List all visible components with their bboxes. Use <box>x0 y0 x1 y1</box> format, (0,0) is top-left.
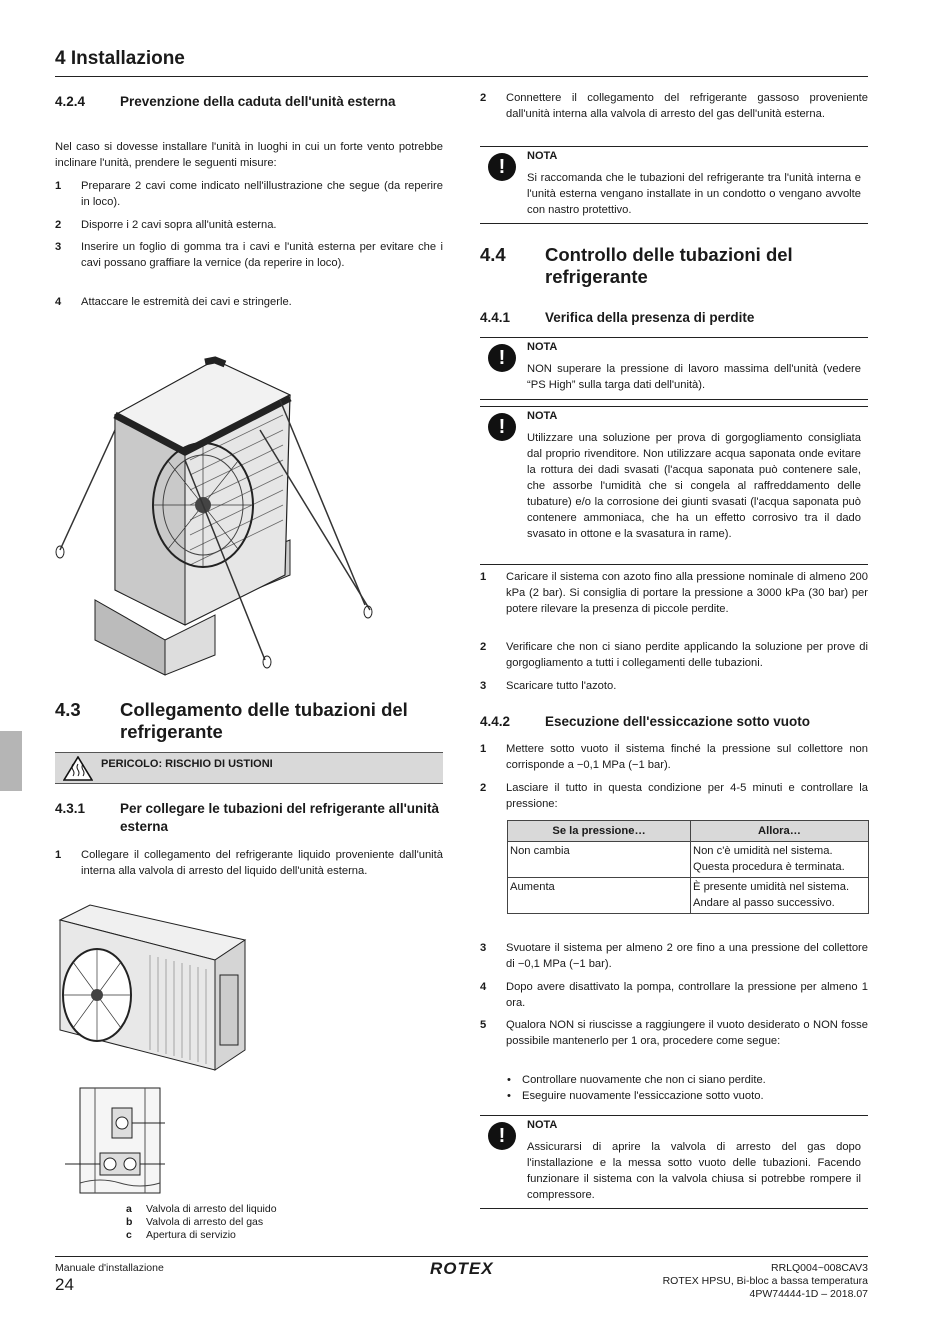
list-item: 2 Lasciare il tutto in questa condizione per 4-5 minuti e controllare la pressione: <box>480 782 868 810</box>
note-box <box>480 1115 868 1209</box>
list-item: 1 Collegare il collegamento del refrigerante liquido proveniente dall'unità interna alla valvola di arresto del liquido dell'unità esterna. <box>55 849 443 877</box>
bullet-icon: • <box>507 1090 511 1102</box>
note-body: Assicurarsi di aprire la valvola di arresto del gas dopo l'installazione e la messa sotto vuoto delle tubazioni. Facendo funzionare il sistema con la valvola chiusa si potrebbe rompere il compressore. <box>527 1141 861 1201</box>
list-item: 2 Connettere il collegamento del refrigerante gassoso proveniente dall'unità interna alla valvola di arresto del gas dell'unità esterna. <box>480 92 868 120</box>
section-number: 4.4.1 <box>480 310 511 325</box>
table-cell: È presente umidità nel sistema. Andare al passo successivo. <box>691 878 869 914</box>
section-4-2-4-heading <box>55 93 445 133</box>
bullet-item: • Controllare nuovamente che non ci siano perdite. <box>507 1074 766 1086</box>
section-4-4-1-heading <box>480 309 870 329</box>
list-item: 2 Verificare che non ci siano perdite applicando la soluzione per prove di gorgogliamento a tutti i collegamenti delle tubazioni. <box>480 641 868 669</box>
rotex-logo: ROTEX <box>430 1259 494 1278</box>
table-header: Se la pressione… <box>508 821 691 842</box>
section-title: Controllo delle tubazioni del refrigerante <box>545 244 793 287</box>
stop-valves-detail-illustration <box>65 1083 175 1203</box>
section-title: Prevenzione della caduta dell'unità esterna <box>120 94 396 109</box>
hot-surface-warning-icon <box>63 756 93 781</box>
section-number: 4.4 <box>480 244 506 265</box>
header-rule <box>55 76 868 77</box>
footer-code: 4PW74444-1D – 2018.07 <box>749 1288 868 1300</box>
bullet-item: • Eseguire nuovamente l'essiccazione sotto vuoto. <box>507 1090 764 1102</box>
note-label: NOTA <box>527 341 558 353</box>
list-item: 3 Scaricare tutto l'azoto. <box>480 680 617 692</box>
note-box <box>480 146 868 224</box>
list-item: 3 Inserire un foglio di gomma tra i cavi e l'unità esterna per evitare che i cavi possano graffiare la vernice (da reperire in loco). <box>55 241 443 269</box>
note-label: NOTA <box>527 150 558 162</box>
section-title: Per collegare le tubazioni del refrigerante all'unità esterna <box>120 801 440 834</box>
note-label: NOTA <box>527 1119 558 1131</box>
danger-label: PERICOLO: RISCHIO DI USTIONI <box>101 758 273 770</box>
note-box <box>480 406 868 565</box>
section-number: 4.3.1 <box>55 801 86 816</box>
section-4-3-heading <box>55 699 445 747</box>
list-item: 5 Qualora NON si riuscisse a raggiungere il vuoto desiderato o NON fosse possibile mantenerlo per 1 ora, procedere come segue: <box>480 1019 868 1047</box>
section-title: Esecuzione dell'essiccazione sotto vuoto <box>545 714 811 729</box>
page-header-title: 4 Installazione <box>55 48 185 69</box>
table-header-row <box>508 821 869 842</box>
list-item: 1 Caricare il sistema con azoto fino alla pressione nominale di almeno 200 kPa (2 bar). Si consiglia di portare la pressione a 3000 kPa (30 bar) per potere rilevare la presenza di piccole perdite. <box>480 571 868 615</box>
legend-item: b Valvola di arresto del gas <box>126 1216 264 1228</box>
list-item: 1 Preparare 2 cavi come indicato nell'illustrazione che segue (da reperire in loco). <box>55 180 443 208</box>
danger-burn-box <box>55 752 443 784</box>
page-number: 24 <box>55 1275 74 1294</box>
outdoor-unit-illustration <box>55 900 255 1075</box>
unit-with-cables-illustration <box>55 340 385 685</box>
list-item: 3 Svuotare il sistema per almeno 2 ore fino a una pressione del collettore di −0,1 MPa (−1 bar). <box>480 942 868 970</box>
legend-item: a Valvola di arresto del liquido <box>126 1203 277 1215</box>
table-cell: Aumenta <box>508 878 691 914</box>
warning-exclamation-icon: ! <box>488 1122 516 1150</box>
footer-product: ROTEX HPSU, Bi-bloc a bassa temperatura <box>662 1275 868 1287</box>
note-box <box>480 337 868 400</box>
list-item: 2 Disporre i 2 cavi sopra all'unità esterna. <box>55 219 277 231</box>
footer-model: RRLQ004~008CAV3 <box>771 1262 868 1274</box>
list-item: 4 Dopo avere disattivato la pompa, controllare la pressione per almeno 1 ora. <box>480 981 868 1009</box>
table-row <box>508 842 869 878</box>
note-label: NOTA <box>527 410 558 422</box>
section-4-3-1-heading <box>55 800 445 840</box>
warning-exclamation-icon: ! <box>488 344 516 372</box>
list-item: 4 Attaccare le estremità dei cavi e stringerle. <box>55 296 292 308</box>
chapter-side-tab <box>0 731 22 791</box>
section-number: 4.3 <box>55 699 81 720</box>
section-number: 4.2.4 <box>55 94 86 109</box>
paragraph-intro: Nel caso si dovesse installare l'unità in luoghi in cui un forte vento potrebbe inclinare l'unità, prendere le seguenti misure: <box>55 141 443 169</box>
section-title: Collegamento delle tubazioni del refrigerante <box>120 699 408 742</box>
table-cell: Non c'è umidità nel sistema. Questa procedura è terminata. <box>691 842 869 878</box>
note-body: Utilizzare una soluzione per prova di gorgogliamento consigliata dal proprio rivenditore. Non utilizzare acqua saponata onde evitare la rottura dei dadi svasati (l'acqua saponata può contenere sale, che assorbe l'umidità che si congela al raffreddamento delle tubature) e/o la corrosione dei giunti svasati (l'acqua saponata può contenere ammoniaca, che ha un effetto corrosivo tra il dado svasato in ottone e la svasatura in rame). <box>527 432 861 540</box>
note-body: NON superare la pressione di lavoro massima dell'unità (vedere “PS High” sulla targa dati dell'unità). <box>527 363 861 391</box>
list-item: 1 Mettere sotto vuoto il sistema finché la pressione sul collettore non corrisponde a −0,1 MPa (−1 bar). <box>480 743 868 771</box>
footer-rule <box>55 1256 868 1257</box>
warning-exclamation-icon: ! <box>488 153 516 181</box>
section-4-4-heading <box>480 244 870 292</box>
bullet-icon: • <box>507 1074 511 1086</box>
section-4-4-2-heading <box>480 713 870 733</box>
footer-doc-info <box>663 1262 868 1301</box>
table-row <box>508 878 869 914</box>
section-title: Verifica della presenza di perdite <box>545 310 755 325</box>
figure-legend <box>126 1203 386 1242</box>
note-body: Si raccomanda che le tubazioni del refrigerante tra l'unità interna e l'unità esterna vengano installate in un condotto o vengano avvolte con nastro protettivo. <box>527 172 861 216</box>
warning-exclamation-icon: ! <box>488 413 516 441</box>
table-header: Allora… <box>691 821 869 842</box>
table-cell: Non cambia <box>508 842 691 878</box>
pressure-table <box>507 820 869 914</box>
section-number: 4.4.2 <box>480 714 511 729</box>
legend-item: c Apertura di servizio <box>126 1229 236 1241</box>
footer-manual-label: Manuale d'installazione <box>55 1262 164 1274</box>
